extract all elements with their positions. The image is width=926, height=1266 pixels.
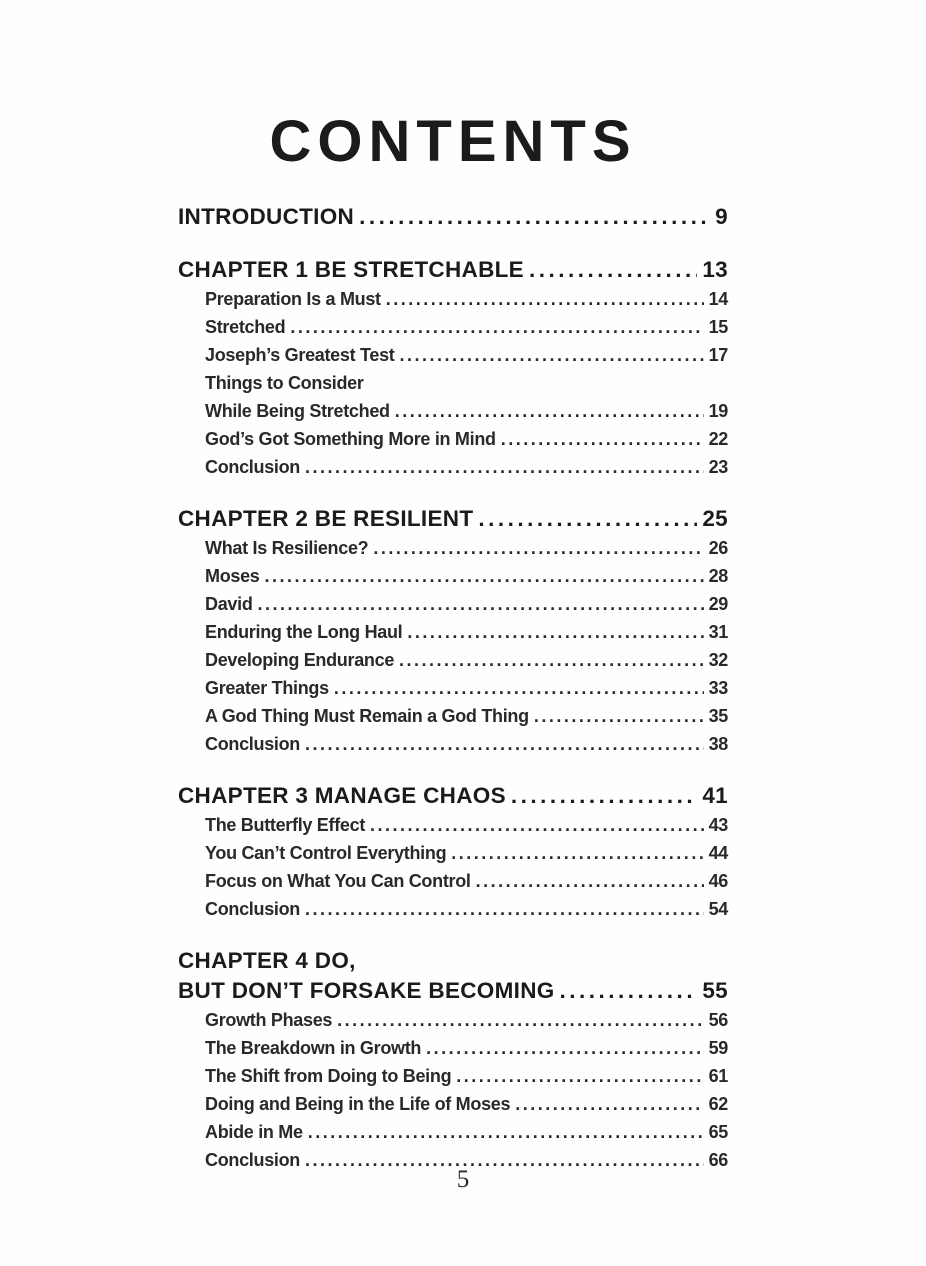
dot-leader	[456, 1062, 703, 1090]
entry-page-number: 13	[702, 257, 728, 282]
entry-page-number: 25	[702, 506, 728, 531]
entry-page-number: 32	[708, 650, 728, 670]
toc-entry-label: Joseph’s Greatest Test	[205, 345, 395, 365]
dot-leader	[451, 839, 703, 867]
dot-leader	[290, 313, 703, 341]
chapter-heading-label: CHAPTER 3 MANAGE CHAOS	[178, 783, 506, 808]
toc-entry-label: What Is Resilience?	[205, 538, 369, 558]
entry-page-number: 56	[708, 1010, 728, 1030]
entry-page-number: 62	[708, 1094, 728, 1114]
dot-leader	[407, 618, 703, 646]
dot-leader	[534, 702, 704, 730]
dot-leader	[386, 285, 704, 313]
entry-page-number: 54	[708, 899, 728, 919]
dot-leader	[373, 534, 703, 562]
toc-entry-label: Moses	[205, 566, 260, 586]
toc-entry-row	[178, 646, 728, 674]
entry-page-number: 33	[708, 678, 728, 698]
entry-page-number: 19	[708, 401, 728, 421]
entry-page-number: 65	[708, 1122, 728, 1142]
dot-leader	[560, 976, 698, 1006]
toc-entry-row	[178, 453, 728, 481]
toc-entry-row	[178, 590, 728, 618]
toc-entry-label: Greater Things	[205, 678, 329, 698]
entry-page-number: 44	[708, 843, 728, 863]
chapter-heading-label: CHAPTER 1 BE STRETCHABLE	[178, 257, 524, 282]
toc-entry-row	[178, 313, 728, 341]
dot-leader	[337, 1006, 703, 1034]
entry-page-number: 38	[708, 734, 728, 754]
dot-leader	[426, 1034, 703, 1062]
folio-page-number: 5	[456, 1166, 470, 1193]
dot-leader	[511, 781, 697, 811]
dot-leader	[305, 730, 704, 758]
dot-leader	[370, 811, 704, 839]
toc-entry-label: Enduring the Long Haul	[205, 622, 403, 642]
entry-page-number: 35	[708, 706, 728, 726]
entry-page-number: 59	[708, 1038, 728, 1058]
chapter-heading-row	[178, 781, 728, 811]
entry-page-number: 55	[702, 978, 728, 1003]
chapter-heading-label: BUT DON’T FORSAKE BECOMING	[178, 978, 555, 1003]
toc-section	[178, 202, 728, 232]
toc-entry-label: A God Thing Must Remain a God Thing	[205, 706, 529, 726]
toc-entry-row	[178, 1034, 728, 1062]
toc-entry-row	[178, 730, 728, 758]
entry-page-number: 31	[708, 622, 728, 642]
toc-entry-label: Things to Consider	[205, 373, 364, 393]
toc-entry-label: David	[205, 594, 253, 614]
toc-entry-label: God’s Got Something More in Mind	[205, 429, 496, 449]
toc-entry-row	[178, 702, 728, 730]
toc-entry-row	[178, 811, 728, 839]
toc-entry-label: Conclusion	[205, 457, 300, 477]
toc-entry-row	[178, 1062, 728, 1090]
toc-entry-label: Abide in Me	[205, 1122, 303, 1142]
toc-entry-label: Conclusion	[205, 899, 300, 919]
entry-page-number: 26	[708, 538, 728, 558]
dot-leader	[305, 453, 704, 481]
toc-entry-row	[178, 285, 728, 313]
dot-leader	[478, 504, 697, 534]
dot-leader	[265, 562, 704, 590]
chapter-heading-row	[178, 946, 728, 976]
dot-leader	[399, 646, 704, 674]
dot-leader	[359, 202, 710, 232]
toc-sections	[178, 202, 728, 1174]
toc-section	[178, 255, 728, 481]
entry-page-number: 22	[708, 429, 728, 449]
page-title: CONTENTS	[269, 109, 637, 174]
toc-section	[178, 504, 728, 758]
dot-leader	[476, 867, 704, 895]
toc-entry-row	[178, 674, 728, 702]
chapter-heading-row	[178, 504, 728, 534]
toc-entry-row	[178, 369, 728, 397]
entry-page-number: 46	[708, 871, 728, 891]
dot-leader	[308, 1118, 704, 1146]
toc-content-column	[178, 0, 728, 1174]
toc-entry-label: You Can’t Control Everything	[205, 843, 447, 863]
entry-page-number: 17	[708, 345, 728, 365]
toc-entry-label: While Being Stretched	[205, 401, 390, 421]
toc-entry-label: Preparation Is a Must	[205, 289, 381, 309]
toc-entry-row	[178, 839, 728, 867]
entry-page-number: 14	[708, 289, 728, 309]
toc-entry-label: Doing and Being in the Life of Moses	[205, 1094, 511, 1114]
toc-entry-row	[178, 1006, 728, 1034]
dot-leader	[501, 425, 704, 453]
entry-page-number: 29	[708, 594, 728, 614]
chapter-heading-row	[178, 202, 728, 232]
toc-entry-label: The Butterfly Effect	[205, 815, 366, 835]
toc-entry-label: The Shift from Doing to Being	[205, 1066, 452, 1086]
toc-entry-row	[178, 1118, 728, 1146]
toc-entry-row	[178, 397, 728, 425]
toc-entry-row	[178, 534, 728, 562]
dot-leader	[399, 341, 703, 369]
entry-page-number: 43	[708, 815, 728, 835]
dot-leader	[258, 590, 704, 618]
toc-section	[178, 781, 728, 923]
toc-entry-label: The Breakdown in Growth	[205, 1038, 422, 1058]
toc-entry-row	[178, 895, 728, 923]
chapter-heading-label: INTRODUCTION	[178, 204, 355, 229]
chapter-heading-row	[178, 976, 728, 1006]
toc-entry-label: Conclusion	[205, 1150, 300, 1170]
toc-entry-label: Stretched	[205, 317, 286, 337]
toc-entry-label: Developing Endurance	[205, 650, 395, 670]
toc-entry-row	[178, 1090, 728, 1118]
toc-entry-row	[178, 867, 728, 895]
toc-section	[178, 946, 728, 1174]
toc-entry-label: Focus on What You Can Control	[205, 871, 471, 891]
entry-page-number: 9	[715, 204, 728, 229]
toc-entry-label: Growth Phases	[205, 1010, 333, 1030]
toc-entry-row	[178, 341, 728, 369]
toc-entry-row	[178, 425, 728, 453]
chapter-heading-label: CHAPTER 2 BE RESILIENT	[178, 506, 474, 531]
entry-page-number: 66	[708, 1150, 728, 1170]
entry-page-number: 23	[708, 457, 728, 477]
dot-leader	[305, 895, 704, 923]
toc-entry-row	[178, 618, 728, 646]
entry-page-number: 61	[708, 1066, 728, 1086]
chapter-heading-row	[178, 255, 728, 285]
dot-leader	[515, 1090, 703, 1118]
chapter-heading-label: CHAPTER 4 DO,	[178, 948, 356, 973]
dot-leader	[395, 397, 704, 425]
entry-page-number: 41	[702, 783, 728, 808]
dot-leader	[529, 255, 697, 285]
entry-page-number: 15	[708, 317, 728, 337]
dot-leader	[334, 674, 704, 702]
toc-entry-row	[178, 562, 728, 590]
entry-page-number: 28	[708, 566, 728, 586]
toc-entry-label: Conclusion	[205, 734, 300, 754]
